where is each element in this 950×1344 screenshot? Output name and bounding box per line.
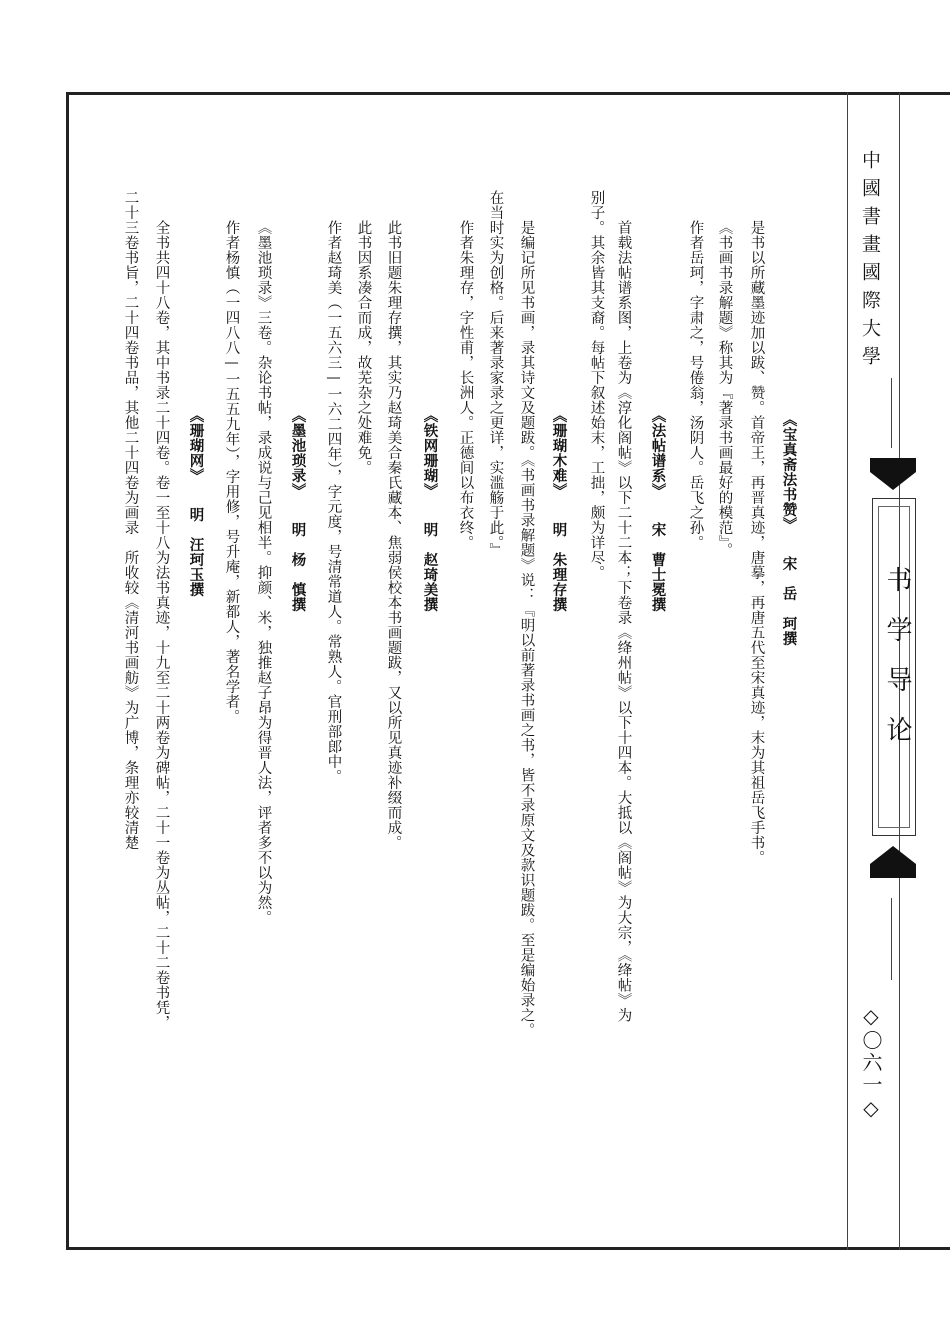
body-column (386, 220, 401, 850)
page-number: ◇〇六一◇ (859, 1004, 883, 1122)
entry-heading (422, 408, 437, 612)
body-column (154, 220, 169, 1030)
body-text: 作者赵琦美（一五六三—一六二四年），字元度，号清常道人。常熟人。官刑部郎中。 (325, 220, 342, 785)
body-text: 全书共四十八卷，其中书录二十四卷。卷一至十八为法书真迹，十九至二十两卷为碑帖，二十一卷为丛帖，二十二卷书凭， (153, 220, 170, 1030)
body-text: 此书旧题朱理存撰，其实乃赵琦美合秦氏藏本、焦弱侯校本书画题跋，又以所见真迹补缀而成。 (385, 220, 402, 850)
entry-title: 《珊瑚网》 (187, 408, 205, 483)
book-title: 中國書畫國際大學 (859, 150, 881, 374)
divider-line-top (891, 378, 892, 448)
body-text: 作者朱理存，字性甫，长洲人。正德间以布衣终。 (457, 220, 474, 550)
body-column (749, 220, 764, 865)
entry-author: 明 汪珂玉撰 (187, 507, 205, 597)
body-text: 二十三卷书旨，二十四卷书品，其他二十四卷为画录 所收较《清河书画舫》为广博，条理亦较清楚 (122, 190, 139, 850)
body-column (717, 220, 732, 558)
entry-title: 《珊瑚木难》 (550, 408, 568, 498)
section-title: 书学导论 (882, 566, 912, 766)
body-text: 此书因系凑合而成，故芜杂之处难免。 (355, 220, 372, 475)
body-column (458, 220, 473, 550)
entry-title: 《铁网珊瑚》 (421, 408, 439, 498)
body-column (519, 220, 534, 1038)
body-text: 作者杨慎（一四八八—一五五九年），字用修，号升庵，新都人，著名学者。 (223, 220, 240, 725)
body-text: 《墨池琐录》三卷。杂论书帖，录成说与己见相半。抑颜、米，独推赵子昂为得晋人法，评者多不以为然。 (255, 220, 272, 925)
banner-wedge-top (870, 472, 916, 490)
banner-wedge-bottom (870, 846, 916, 864)
entry-author: 宋 岳 珂撰 (780, 556, 798, 646)
body-column (589, 190, 604, 580)
entry-title: 《墨池琐录》 (289, 408, 307, 498)
entry-heading (551, 408, 566, 612)
entry-author: 明 朱理存撰 (550, 522, 568, 612)
body-text: 是书以所藏墨迹加以跋、赞。首帝王，再晋真迹，唐摹，再唐五代至宋真迹，末为其祖岳飞手书。 (748, 220, 765, 865)
body-text: 别子。其余皆其支裔。每帖下叙述始末，工拙，颇为详尽。 (588, 190, 605, 580)
entry-author: 宋 曹士冕撰 (649, 522, 667, 612)
body-column (356, 220, 371, 475)
banner-cap-top (870, 458, 916, 472)
entry-heading (650, 408, 665, 612)
banner-cap-bottom (870, 864, 916, 878)
entry-heading (781, 412, 796, 646)
body-text: 是编记所见书画，录其诗文及题跋。《书画书录解题》说：『明以前著录书画之书，皆不录原文及款识题跋。至是编始录之。 (518, 220, 535, 1038)
body-text: 在当时实为创格。后来著录家录之更详，实滥觞于此。』 (487, 190, 504, 558)
body-column (616, 220, 631, 1023)
entry-author: 明 赵琦美撰 (421, 522, 439, 612)
body-column (256, 220, 271, 925)
entry-heading (290, 408, 305, 612)
body-text: 《书画书录解题》称其为『著录书画最好的模范』。 (716, 220, 733, 558)
page-frame (66, 92, 950, 1250)
body-column (123, 190, 138, 850)
body-column (326, 220, 341, 784)
entry-title: 《法帖谱系》 (649, 408, 667, 498)
body-column (488, 190, 503, 558)
entry-heading (188, 408, 203, 597)
body-text: 作者岳珂，字肃之，号倦翁，汤阴人。岳飞之孙。 (687, 220, 704, 550)
entry-author: 明 杨 慎撰 (289, 522, 307, 612)
margin-rule-left (847, 92, 848, 1250)
body-text: 首载法帖谱系图，上卷为《淳化阁帖》以下二十二本；下卷录《绛州帖》以下十四本。大抵以《阁帖》为大宗，《绛帖》为 (615, 220, 632, 1023)
body-column (224, 220, 239, 724)
body-column (688, 220, 703, 550)
entry-title: 《宝真斋法书赞》 (780, 412, 798, 532)
divider-line-bottom (891, 898, 892, 980)
